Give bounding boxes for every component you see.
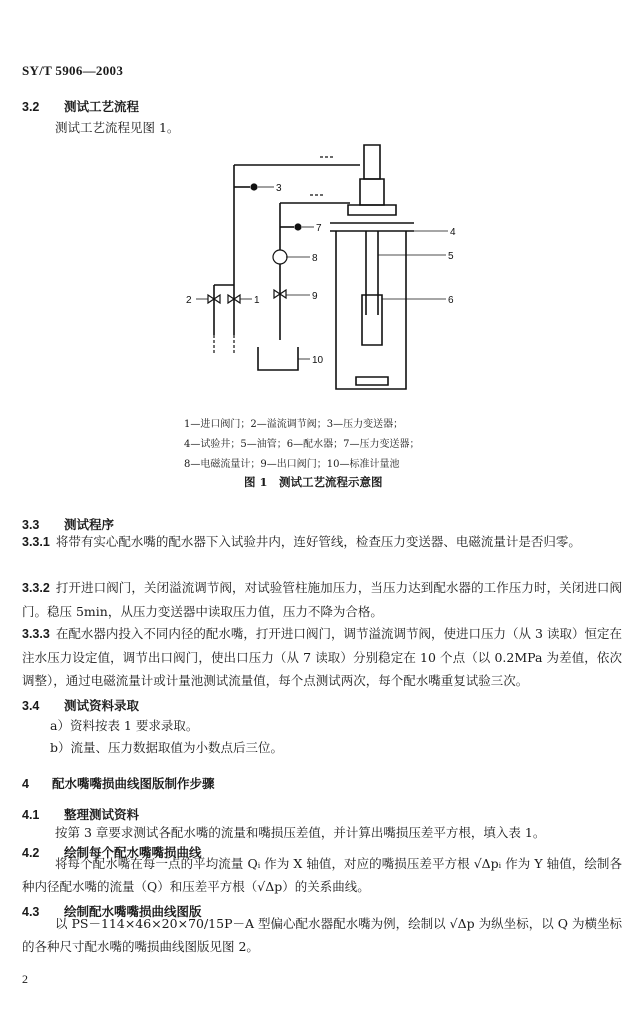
section-title: 测试程序 <box>64 517 115 532</box>
section-number: 4.3 <box>22 905 40 919</box>
label-5: 5 <box>448 251 454 262</box>
list-item-b: b）流量、压力数据取值为小数点后三位。 <box>50 740 284 755</box>
section-title: 绘制配水嘴嘴损曲线图版 <box>64 904 202 919</box>
paragraph-text: 在配水器内投入不同内径的配水嘴，打开进口阀门，调节溢流调节阀，使进口压力（从 3 读取）恒定在注水压力设定值，调节出口阀门，使出口压力（从 7 读取）分别稳定在 10 个点（以 0.2MPa 为差值，依次调整），通过电磁流量计或计量池测试流量值，每个点测试两次，每个配水嘴重复试验三次。 <box>22 626 622 688</box>
section-number: 4.1 <box>22 808 40 822</box>
section-number: 4.2 <box>22 846 40 860</box>
label-3: 3 <box>276 183 282 194</box>
section-title: 测试工艺流程 <box>64 99 140 114</box>
page-number: 2 <box>22 972 28 986</box>
paragraph-number: 3.3.2 <box>22 581 50 595</box>
paragraph-number: 3.3.3 <box>22 627 50 641</box>
paragraph-number: 3.3.1 <box>22 535 50 549</box>
standard-header: SY/T 5906—2003 <box>22 63 124 78</box>
section-title: 测试资料录取 <box>64 698 140 713</box>
paragraph-3-3-2 <box>22 576 622 623</box>
section-4-1-text: 按第 3 章要求测试各配水嘴的流量和嘴损压差值，并计算出嘴损压差平方根，填入表 1。 <box>55 825 546 840</box>
section-number: 3.3 <box>22 518 40 532</box>
paragraph-text: 打开进口阀门，关闭溢流调节阀，对试验管柱施加压力，当压力达到配水器的工作压力时，关闭进口阀门。稳压 5min，从压力变送器中读取压力值，压力不降为合格。 <box>22 580 622 619</box>
section-4-1-heading <box>22 805 139 823</box>
legend-line: 4—试验井；5—油管；6—配水器；7—压力变送器； <box>184 439 420 450</box>
list-item-a: a）资料按表 1 要求录取。 <box>50 718 199 733</box>
water-distributor <box>362 295 382 345</box>
section-4-2-text: 将每个配水嘴在每一点的平均流量 Qᵢ 作为 X 轴值，对应的嘴损压差平方根 √Δpᵢ 作为 Y 轴值，绘制各种内径配水嘴的流量（Q）和压差平方根（√Δp）的关系曲线。 <box>22 856 622 894</box>
section-number: 3.2 <box>22 100 40 114</box>
label-7: 7 <box>316 223 322 234</box>
section-4-heading <box>22 774 215 792</box>
measuring-tank <box>258 347 298 370</box>
section-3-2-text: 测试工艺流程见图 1。 <box>55 120 180 135</box>
tubing <box>366 231 378 315</box>
section-number: 3.4 <box>22 699 40 713</box>
section-3-4-heading <box>22 696 139 714</box>
section-title: 绘制每个配水嘴嘴损曲线 <box>64 845 202 860</box>
paragraph-3-3-1 <box>22 530 622 554</box>
paragraph-3-3-3 <box>22 622 622 692</box>
pressure-transmitter-7 <box>295 224 301 230</box>
label-1: 1 <box>254 295 260 306</box>
figure-legend <box>184 415 419 475</box>
figure-caption: 图 1 测试工艺流程示意图 <box>244 475 383 489</box>
section-4-3-text: 以 PS－114×46×20×70/15P－A 型偏心配水器配水嘴为例，绘制以 √Δp 为纵坐标，以 Q 为横坐标的各种尺寸配水嘴的嘴损曲线图版见图 2。 <box>22 916 622 954</box>
label-6: 6 <box>448 295 454 306</box>
label-2: 2 <box>186 295 192 306</box>
section-title: 配水嘴嘴损曲线图版制作步骤 <box>52 776 215 791</box>
label-9: 9 <box>312 291 318 302</box>
electromagnetic-flowmeter <box>273 250 287 264</box>
section-title: 整理测试资料 <box>64 807 140 822</box>
test-process-flow-diagram <box>170 135 490 395</box>
pressure-transmitter-3 <box>251 184 257 190</box>
section-3-2-heading <box>22 97 139 115</box>
label-8: 8 <box>312 253 318 264</box>
label-10: 10 <box>312 355 324 366</box>
legend-line: 1—进口阀门；2—溢流调节阀；3—压力变送器； <box>184 419 404 430</box>
label-4: 4 <box>450 227 456 238</box>
legend-line: 8—电磁流量计；9—出口阀门；10—标准计量池 <box>184 459 400 470</box>
paragraph-text: 将带有实心配水嘴的配水器下入试验井内，连好管线，检查压力变送器、电磁流量计是否归零。 <box>55 534 581 549</box>
section-number: 4 <box>22 777 29 791</box>
